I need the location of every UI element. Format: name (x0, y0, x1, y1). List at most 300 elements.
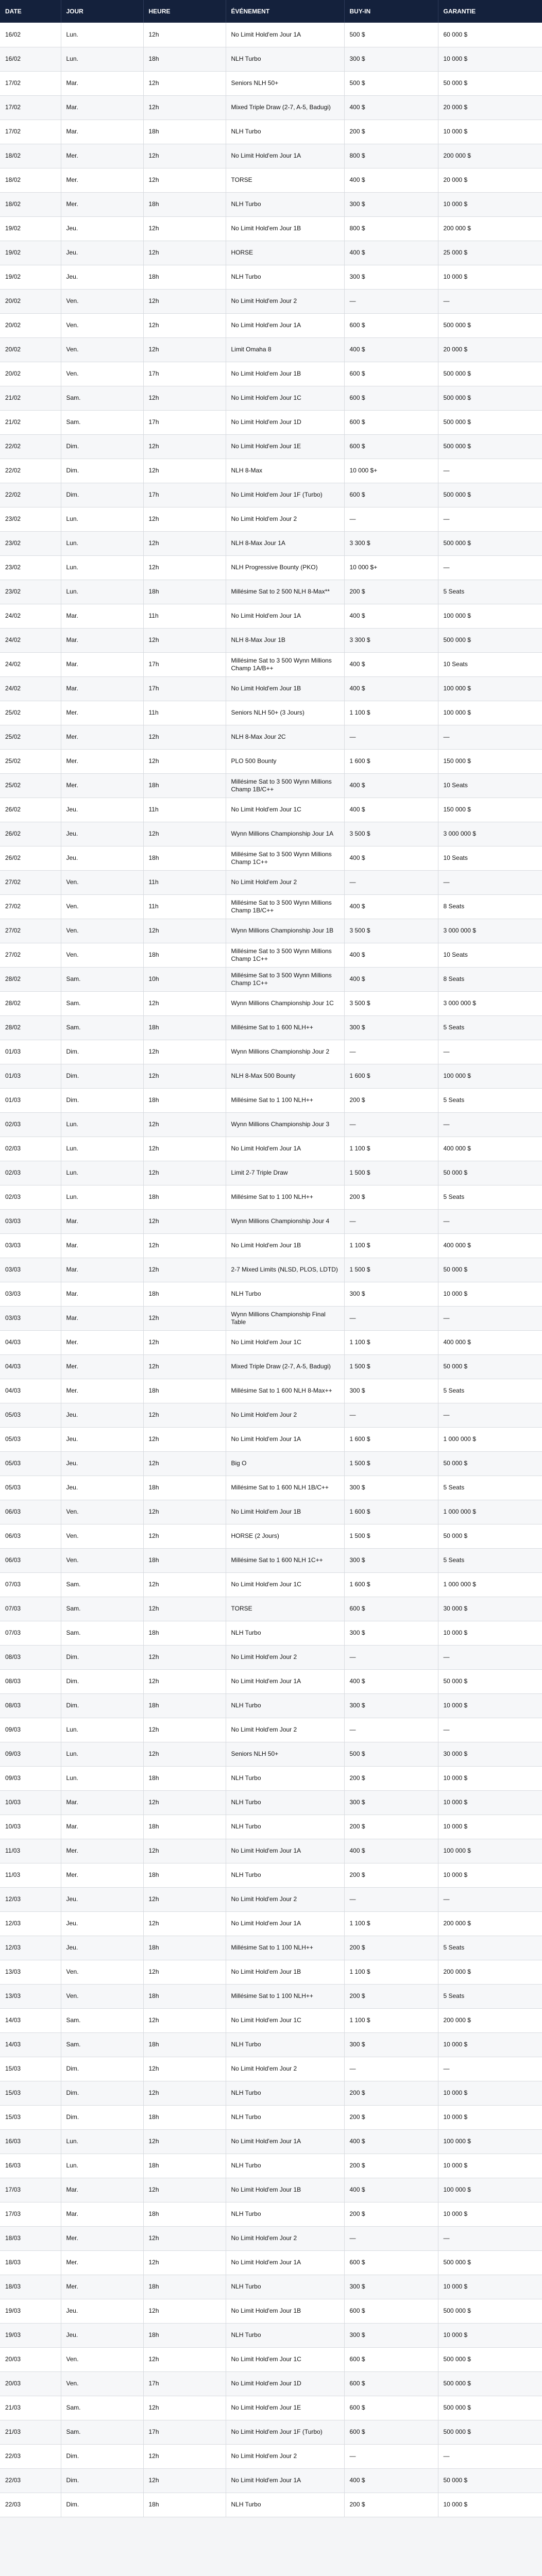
cell-guarantee: 50 000 $ (438, 1669, 542, 1693)
cell-day: Jeu. (61, 1403, 143, 1427)
cell-event: NLH Turbo (226, 2154, 344, 2178)
cell-time: 18h (143, 1185, 226, 1209)
cell-time: 12h (143, 1354, 226, 1379)
cell-event: Millésime Sat to 1 600 NLH++ (226, 1015, 344, 1040)
cell-guarantee: 8 Seats (438, 894, 542, 919)
cell-event: NLH Turbo (226, 1693, 344, 1718)
table-row (0, 386, 542, 410)
table-row (0, 2347, 542, 2371)
cell-time: 12h (143, 1258, 226, 1282)
cell-date: 02/03 (0, 1161, 61, 1185)
cell-guarantee: 10 000 $ (438, 2081, 542, 2105)
cell-buyin: — (344, 1718, 438, 1742)
cell-time: 12h (143, 2129, 226, 2154)
cell-day: Mer. (61, 1330, 143, 1354)
cell-guarantee: 100 000 $ (438, 1839, 542, 1863)
cell-date: 16/03 (0, 2129, 61, 2154)
table-row (0, 1984, 542, 2008)
cell-buyin: 600 $ (344, 2299, 438, 2323)
cell-time: 18h (143, 2105, 226, 2129)
table-row (0, 846, 542, 870)
cell-guarantee: — (438, 1645, 542, 1669)
cell-event: Millésime Sat to 1 600 NLH 1B/C++ (226, 1476, 344, 1500)
cell-time: 17h (143, 2371, 226, 2396)
header-date: DATE (0, 0, 61, 23)
cell-buyin: 400 $ (344, 652, 438, 676)
cell-buyin: 600 $ (344, 313, 438, 337)
cell-buyin: 1 600 $ (344, 749, 438, 773)
cell-event: Wynn Millions Championship Final Table (226, 1306, 344, 1330)
table-row (0, 1572, 542, 1597)
table-row (0, 676, 542, 701)
cell-date: 22/03 (0, 2493, 61, 2517)
cell-day: Mar. (61, 628, 143, 652)
cell-event: Wynn Millions Championship Jour 2 (226, 1040, 344, 1064)
table-row (0, 144, 542, 168)
cell-guarantee: — (438, 870, 542, 894)
cell-date: 03/03 (0, 1233, 61, 1258)
cell-date: 01/03 (0, 1088, 61, 1112)
cell-time: 12h (143, 386, 226, 410)
cell-event: No Limit Hold'em Jour 1A (226, 2129, 344, 2154)
cell-event: NLH 8-Max 500 Bounty (226, 1064, 344, 1088)
cell-date: 22/02 (0, 483, 61, 507)
table-row (0, 2444, 542, 2468)
cell-guarantee: 500 000 $ (438, 362, 542, 386)
cell-event: NLH Turbo (226, 1282, 344, 1306)
cell-day: Lun. (61, 555, 143, 580)
cell-buyin: 600 $ (344, 483, 438, 507)
cell-guarantee: — (438, 1306, 542, 1330)
cell-date: 28/02 (0, 991, 61, 1015)
cell-time: 18h (143, 1815, 226, 1839)
cell-day: Lun. (61, 531, 143, 555)
cell-buyin: 600 $ (344, 362, 438, 386)
cell-guarantee: — (438, 2226, 542, 2250)
cell-guarantee: 5 Seats (438, 1185, 542, 1209)
cell-time: 12h (143, 71, 226, 95)
cell-time: 11h (143, 894, 226, 919)
table-row (0, 1863, 542, 1887)
cell-time: 18h (143, 265, 226, 289)
cell-date: 21/03 (0, 2420, 61, 2444)
cell-guarantee: 50 000 $ (438, 2468, 542, 2493)
cell-day: Mer. (61, 1839, 143, 1863)
cell-event: Millésime Sat to 3 500 Wynn Millions Champ 1A/B++ (226, 652, 344, 676)
cell-guarantee: 500 000 $ (438, 2250, 542, 2275)
cell-day: Dim. (61, 2468, 143, 2493)
cell-day: Dim. (61, 1088, 143, 1112)
cell-date: 02/03 (0, 1137, 61, 1161)
cell-day: Lun. (61, 1718, 143, 1742)
table-header (0, 0, 542, 23)
cell-event: TORSE (226, 1597, 344, 1621)
cell-time: 12h (143, 1790, 226, 1815)
cell-guarantee: 5 Seats (438, 1548, 542, 1572)
cell-day: Ven. (61, 894, 143, 919)
cell-date: 20/02 (0, 337, 61, 362)
cell-day: Mar. (61, 1209, 143, 1233)
cell-event: No Limit Hold'em Jour 1A (226, 144, 344, 168)
cell-buyin: 600 $ (344, 2347, 438, 2371)
cell-day: Dim. (61, 1669, 143, 1693)
cell-guarantee: 400 000 $ (438, 1233, 542, 1258)
cell-buyin: — (344, 870, 438, 894)
cell-date: 03/03 (0, 1209, 61, 1233)
cell-guarantee: 10 000 $ (438, 2323, 542, 2347)
cell-event: No Limit Hold'em Jour 1A (226, 1669, 344, 1693)
cell-time: 12h (143, 628, 226, 652)
cell-day: Lun. (61, 1161, 143, 1185)
cell-day: Mar. (61, 1306, 143, 1330)
cell-buyin: — (344, 507, 438, 531)
cell-buyin: — (344, 1887, 438, 1911)
cell-time: 18h (143, 1693, 226, 1718)
cell-date: 24/02 (0, 628, 61, 652)
table-row (0, 2081, 542, 2105)
cell-day: Sam. (61, 410, 143, 434)
cell-event: Wynn Millions Championship Jour 1A (226, 822, 344, 846)
cell-event: NLH Turbo (226, 2202, 344, 2226)
cell-day: Ven. (61, 1960, 143, 1984)
cell-guarantee: — (438, 507, 542, 531)
cell-buyin: 300 $ (344, 265, 438, 289)
cell-guarantee: 3 000 000 $ (438, 991, 542, 1015)
cell-guarantee: — (438, 1112, 542, 1137)
cell-event: Millésime Sat to 3 500 Wynn Millions Champ 1C++ (226, 846, 344, 870)
cell-event: No Limit Hold'em Jour 1A (226, 604, 344, 628)
cell-buyin: — (344, 2226, 438, 2250)
cell-day: Sam. (61, 2008, 143, 2032)
cell-guarantee: 10 Seats (438, 652, 542, 676)
cell-buyin: 400 $ (344, 95, 438, 120)
cell-guarantee: 20 000 $ (438, 337, 542, 362)
cell-guarantee: 60 000 $ (438, 23, 542, 47)
table-row (0, 652, 542, 676)
cell-day: Lun. (61, 580, 143, 604)
cell-time: 18h (143, 2493, 226, 2517)
cell-time: 12h (143, 725, 226, 749)
cell-date: 28/02 (0, 967, 61, 991)
cell-guarantee: 10 000 $ (438, 1790, 542, 1815)
cell-day: Dim. (61, 483, 143, 507)
table-row (0, 1282, 542, 1306)
cell-day: Mar. (61, 1790, 143, 1815)
cell-event: No Limit Hold'em Jour 2 (226, 2226, 344, 2250)
cell-event: Millésime Sat to 1 100 NLH++ (226, 1984, 344, 2008)
cell-guarantee: 5 Seats (438, 1984, 542, 2008)
cell-date: 18/02 (0, 168, 61, 192)
cell-date: 07/03 (0, 1597, 61, 1621)
cell-day: Sam. (61, 2396, 143, 2420)
cell-time: 18h (143, 1766, 226, 1790)
cell-time: 12h (143, 1887, 226, 1911)
table-row (0, 1960, 542, 1984)
cell-guarantee: 8 Seats (438, 967, 542, 991)
table-row (0, 749, 542, 773)
cell-time: 17h (143, 676, 226, 701)
cell-time: 12h (143, 531, 226, 555)
cell-day: Mer. (61, 192, 143, 216)
table-row (0, 362, 542, 386)
cell-event: NLH Progressive Bounty (PKO) (226, 555, 344, 580)
cell-date: 26/02 (0, 846, 61, 870)
cell-buyin: 200 $ (344, 1185, 438, 1209)
cell-day: Mar. (61, 95, 143, 120)
cell-event: No Limit Hold'em Jour 1C (226, 1330, 344, 1354)
cell-day: Mer. (61, 2250, 143, 2275)
table-row (0, 120, 542, 144)
table-row (0, 1548, 542, 1572)
cell-time: 12h (143, 1209, 226, 1233)
cell-guarantee: 10 000 $ (438, 1815, 542, 1839)
cell-time: 12h (143, 1064, 226, 1088)
cell-event: Millésime Sat to 1 100 NLH++ (226, 1088, 344, 1112)
cell-guarantee: 200 000 $ (438, 2008, 542, 2032)
table-row (0, 168, 542, 192)
cell-guarantee: — (438, 1718, 542, 1742)
cell-day: Ven. (61, 2371, 143, 2396)
cell-time: 11h (143, 604, 226, 628)
cell-event: No Limit Hold'em Jour 1B (226, 1960, 344, 1984)
cell-event: No Limit Hold'em Jour 1A (226, 1911, 344, 1936)
cell-day: Mar. (61, 120, 143, 144)
cell-guarantee: 10 Seats (438, 773, 542, 798)
cell-guarantee: 500 000 $ (438, 2420, 542, 2444)
cell-day: Lun. (61, 1137, 143, 1161)
cell-event: No Limit Hold'em Jour 1C (226, 1572, 344, 1597)
cell-buyin: 600 $ (344, 386, 438, 410)
cell-guarantee: 30 000 $ (438, 1597, 542, 1621)
table-row (0, 1742, 542, 1766)
cell-buyin: 3 500 $ (344, 991, 438, 1015)
table-row (0, 483, 542, 507)
cell-time: 18h (143, 192, 226, 216)
cell-date: 08/03 (0, 1669, 61, 1693)
cell-buyin: 300 $ (344, 2275, 438, 2299)
cell-event: Millésime Sat to 3 500 Wynn Millions Champ 1C++ (226, 943, 344, 967)
cell-date: 22/03 (0, 2444, 61, 2468)
cell-time: 12h (143, 2226, 226, 2250)
cell-time: 12h (143, 1742, 226, 1766)
cell-buyin: 300 $ (344, 2032, 438, 2057)
cell-day: Lun. (61, 1766, 143, 1790)
cell-day: Dim. (61, 2081, 143, 2105)
cell-time: 12h (143, 1306, 226, 1330)
cell-buyin: 1 500 $ (344, 1258, 438, 1282)
cell-date: 24/02 (0, 652, 61, 676)
table-row (0, 507, 542, 531)
cell-buyin: — (344, 1645, 438, 1669)
cell-guarantee: — (438, 1887, 542, 1911)
cell-buyin: 400 $ (344, 337, 438, 362)
cell-time: 12h (143, 216, 226, 241)
cell-date: 16/02 (0, 23, 61, 47)
cell-day: Jeu. (61, 846, 143, 870)
cell-buyin: 400 $ (344, 2129, 438, 2154)
cell-event: Millésime Sat to 1 100 NLH++ (226, 1936, 344, 1960)
cell-day: Mar. (61, 2178, 143, 2202)
table-row (0, 1209, 542, 1233)
cell-guarantee: 10 000 $ (438, 2275, 542, 2299)
cell-guarantee: — (438, 2057, 542, 2081)
table-row (0, 1693, 542, 1718)
cell-event: No Limit Hold'em Jour 1B (226, 1500, 344, 1524)
table-row (0, 1354, 542, 1379)
cell-day: Jeu. (61, 241, 143, 265)
cell-date: 02/03 (0, 1185, 61, 1209)
table-body (0, 23, 542, 2517)
cell-day: Lun. (61, 507, 143, 531)
cell-date: 20/02 (0, 289, 61, 313)
cell-buyin: — (344, 1403, 438, 1427)
table-row (0, 870, 542, 894)
table-row (0, 337, 542, 362)
cell-time: 12h (143, 1403, 226, 1427)
cell-event: No Limit Hold'em Jour 1D (226, 410, 344, 434)
cell-day: Mar. (61, 1282, 143, 1306)
cell-guarantee: 1 000 000 $ (438, 1572, 542, 1597)
cell-buyin: 600 $ (344, 434, 438, 459)
cell-buyin: 400 $ (344, 773, 438, 798)
cell-buyin: 200 $ (344, 1863, 438, 1887)
cell-guarantee: 500 000 $ (438, 628, 542, 652)
table-row (0, 216, 542, 241)
cell-buyin: 3 500 $ (344, 822, 438, 846)
cell-time: 18h (143, 1936, 226, 1960)
cell-buyin: — (344, 1112, 438, 1137)
cell-guarantee: 50 000 $ (438, 1258, 542, 1282)
cell-buyin: 300 $ (344, 1282, 438, 1306)
cell-guarantee: 500 000 $ (438, 531, 542, 555)
cell-day: Ven. (61, 1984, 143, 2008)
cell-day: Sam. (61, 1597, 143, 1621)
cell-buyin: 400 $ (344, 241, 438, 265)
table-row (0, 2396, 542, 2420)
header-day: JOUR (61, 0, 143, 23)
cell-event: No Limit Hold'em Jour 2 (226, 1645, 344, 1669)
table-row (0, 2154, 542, 2178)
cell-buyin: 400 $ (344, 798, 438, 822)
cell-buyin: 300 $ (344, 1379, 438, 1403)
cell-guarantee: 10 000 $ (438, 2493, 542, 2517)
cell-time: 10h (143, 967, 226, 991)
cell-event: Millésime Sat to 1 600 NLH 1C++ (226, 1548, 344, 1572)
cell-date: 19/03 (0, 2299, 61, 2323)
table-row (0, 95, 542, 120)
cell-buyin: 400 $ (344, 2468, 438, 2493)
cell-day: Jeu. (61, 1911, 143, 1936)
cell-event: No Limit Hold'em Jour 1F (Turbo) (226, 483, 344, 507)
cell-day: Mer. (61, 1354, 143, 1379)
cell-time: 18h (143, 1476, 226, 1500)
table-row (0, 725, 542, 749)
cell-day: Lun. (61, 1742, 143, 1766)
cell-guarantee: 10 000 $ (438, 1282, 542, 1306)
cell-time: 12h (143, 241, 226, 265)
table-row (0, 1621, 542, 1645)
table-row (0, 943, 542, 967)
cell-guarantee: 150 000 $ (438, 798, 542, 822)
cell-day: Mer. (61, 749, 143, 773)
cell-buyin: — (344, 1306, 438, 1330)
table-row (0, 1185, 542, 1209)
cell-date: 19/03 (0, 2323, 61, 2347)
cell-date: 17/02 (0, 120, 61, 144)
cell-buyin: 300 $ (344, 1015, 438, 1040)
cell-buyin: 400 $ (344, 2178, 438, 2202)
cell-time: 18h (143, 1548, 226, 1572)
cell-time: 17h (143, 410, 226, 434)
cell-time: 11h (143, 701, 226, 725)
cell-date: 03/03 (0, 1258, 61, 1282)
cell-date: 19/02 (0, 265, 61, 289)
cell-time: 18h (143, 943, 226, 967)
cell-time: 12h (143, 2081, 226, 2105)
cell-day: Jeu. (61, 1936, 143, 1960)
cell-date: 24/02 (0, 604, 61, 628)
cell-day: Dim. (61, 2444, 143, 2468)
cell-date: 22/03 (0, 2468, 61, 2493)
table-row (0, 1524, 542, 1548)
header-event: ÉVÉNEMENT (226, 0, 344, 23)
cell-date: 12/03 (0, 1911, 61, 1936)
cell-event: Mixed Triple Draw (2-7, A-5, Badugi) (226, 95, 344, 120)
cell-day: Lun. (61, 2129, 143, 2154)
table-row (0, 2226, 542, 2250)
cell-guarantee: 100 000 $ (438, 2129, 542, 2154)
cell-event: NLH 8-Max (226, 459, 344, 483)
cell-buyin: 200 $ (344, 580, 438, 604)
cell-time: 18h (143, 2323, 226, 2347)
cell-time: 12h (143, 459, 226, 483)
cell-day: Jeu. (61, 1451, 143, 1476)
cell-date: 04/03 (0, 1330, 61, 1354)
cell-buyin: 400 $ (344, 1839, 438, 1863)
cell-guarantee: 10 000 $ (438, 2202, 542, 2226)
cell-event: PLO 500 Bounty (226, 749, 344, 773)
cell-date: 07/03 (0, 1572, 61, 1597)
cell-day: Dim. (61, 2493, 143, 2517)
cell-guarantee: — (438, 1209, 542, 1233)
cell-guarantee: 1 000 000 $ (438, 1427, 542, 1451)
cell-buyin: 400 $ (344, 846, 438, 870)
cell-guarantee: 500 000 $ (438, 313, 542, 337)
cell-time: 12h (143, 2468, 226, 2493)
cell-event: NLH Turbo (226, 1790, 344, 1815)
cell-time: 17h (143, 362, 226, 386)
cell-buyin: 200 $ (344, 1815, 438, 1839)
cell-event: NLH 8-Max Jour 1A (226, 531, 344, 555)
cell-time: 12h (143, 144, 226, 168)
cell-buyin: 1 600 $ (344, 1572, 438, 1597)
cell-guarantee: — (438, 1403, 542, 1427)
table-row (0, 1815, 542, 1839)
cell-time: 12h (143, 507, 226, 531)
table-row (0, 459, 542, 483)
table-row (0, 1476, 542, 1500)
cell-time: 12h (143, 95, 226, 120)
cell-date: 26/02 (0, 798, 61, 822)
cell-date: 17/02 (0, 71, 61, 95)
cell-buyin: 1 100 $ (344, 1137, 438, 1161)
table-row (0, 2057, 542, 2081)
cell-guarantee: — (438, 289, 542, 313)
cell-guarantee: 10 Seats (438, 846, 542, 870)
header-time: HEURE (143, 0, 226, 23)
cell-event: Millésime Sat to 3 500 Wynn Millions Champ 1C++ (226, 967, 344, 991)
cell-time: 12h (143, 1040, 226, 1064)
